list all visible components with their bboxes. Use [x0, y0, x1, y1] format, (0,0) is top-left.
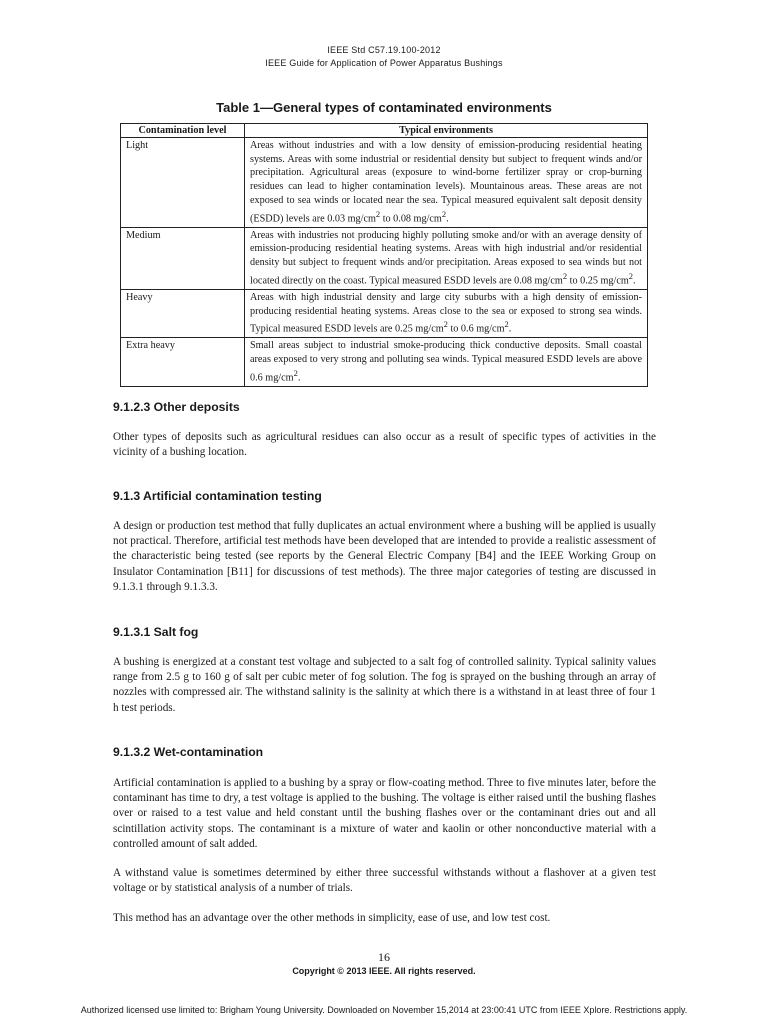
contamination-level-cell: Extra heavy — [121, 338, 245, 387]
paragraph-salt-fog: A bushing is energized at a constant test voltage and subjected to a salt fog of controlled salinity. Typical salinity values range from 2.5 g to 160 g of salt per cubic meter of fog solution. The fog is sprayed on the bushing through an array of nozzles with compressed air. The withstand salinity is the salinity at which there is a withstand in at least three of four 1 h test periods. — [113, 656, 656, 714]
contamination-level-cell: Medium — [121, 227, 245, 289]
typical-environment-cell: Areas without industries and with a low density of emission-producing residential heating systems. Areas with some industrial or residential density but subject to frequent winds and/or precipitation. Agricultural areas (exposure to wind-borne fertilizer spray or crop-burning residues can lead to higher contamination levels). Mountainous areas. These areas are not exposed to sea winds or located near the sea. Typical measured equivalent salt deposit density (ESDD) levels are 0.03 $mg/cm^2$ to 0.08 $mg/cm^2$. — [245, 138, 648, 228]
contamination-level-cell: Heavy — [121, 289, 245, 338]
section-heading-9-1-3: 9.1.3 Artificial contamination testing — [113, 489, 322, 503]
copyright-notice: Copyright © 2013 IEEE. All rights reserved. — [292, 966, 476, 976]
contamination-table — [120, 123, 648, 387]
paragraph-artificial-testing: A design or production test method that fully duplicates an actual environment where a bushing will be applied is usually not practical. Therefore, artificial test methods have been developed that are intended to provide a realistic assessment of the characteristic being tested (see reports by the General Electric Company [B4] and the IEEE Working Group on Insulator Contamination [B11] for discussions of test methods). The three major categories of testing are discussed in 9.1.3.1 through 9.1.3.3. — [113, 520, 656, 593]
typical-environment-cell: Areas with high industrial density and large city suburbs with a high density of emission-producing residential heating systems. Areas close to the sea or exposed to strong sea winds. Typical measured ESDD levels are 0.25 $mg/cm^2$ to 0.6 $mg/cm^2$. — [245, 289, 648, 338]
table-header-row — [121, 124, 648, 138]
section-heading-9-1-3-1: 9.1.3.1 Salt fog — [113, 625, 199, 639]
paragraph-method-advantage: This method has an advantage over the other methods in simplicity, ease of use, and low test cost. — [113, 912, 551, 924]
paragraph-wet-contamination: Artificial contamination is applied to a bushing by a spray or flow-coating method. Three to five minutes later, before the contaminant has time to dry, a test voltage is applied to the bushing. The voltage is either raised until the bushing flashes over or raised to a test value and held constant until the bushing flashes over or the contaminant dries out and all scintillation activity stops. The contaminant is a mixture of water and kaolin or other nonconductive material with a controlled amount of salt added. — [113, 777, 656, 850]
header-guide-title: IEEE Guide for Application of Power Apparatus Bushings — [265, 58, 503, 68]
paragraph-withstand-value: A withstand value is sometimes determined by either three successful withstands without a flashover at a given test voltage or by statistical analysis of a number of trials. — [113, 867, 656, 895]
column-header-level: Contamination level — [121, 124, 245, 138]
authorized-use-notice: Authorized licensed use limited to: Brigham Young University. Downloaded on November 15,2014 at 23:00:41 UTC from IEEE Xplore. Restrictions apply. — [80, 1005, 688, 1015]
table-caption: Table 1—General types of contaminated environments — [216, 100, 552, 115]
table-row — [121, 289, 648, 338]
typical-environment-cell: Small areas subject to industrial smoke-producing thick conductive deposits. Small coastal areas exposed to very strong and polluting sea winds. Typical measured ESDD levels are above 0.6 $mg/cm^2$. — [245, 338, 648, 387]
column-header-environments: Typical environments — [245, 124, 648, 138]
typical-environment-cell: Areas with industries not producing highly polluting smoke and/or with an average density of emission-producing residential heating systems. Areas with high industrial and/or residential density but subject to frequent winds and/or precipitation. Areas exposed to sea winds but not located directly on the coast. Typical measured ESDD levels are 0.08 $mg/cm^2$ to 0.25 $mg/cm^2$. — [245, 227, 648, 289]
section-heading-9-1-2-3: 9.1.2.3 Other deposits — [113, 400, 240, 414]
paragraph-other-deposits: Other types of deposits such as agricultural residues can also occur as a result of specific types of activities in the vicinity of a bushing location. — [113, 431, 656, 459]
section-heading-9-1-3-2: 9.1.3.2 Wet-contamination — [113, 745, 264, 759]
table-row — [121, 338, 648, 387]
table-row — [121, 138, 648, 228]
contamination-level-cell: Light — [121, 138, 245, 228]
page-number: 16 — [378, 950, 390, 964]
table-row — [121, 227, 648, 289]
header-standard-number: IEEE Std C57.19.100-2012 — [327, 45, 441, 55]
